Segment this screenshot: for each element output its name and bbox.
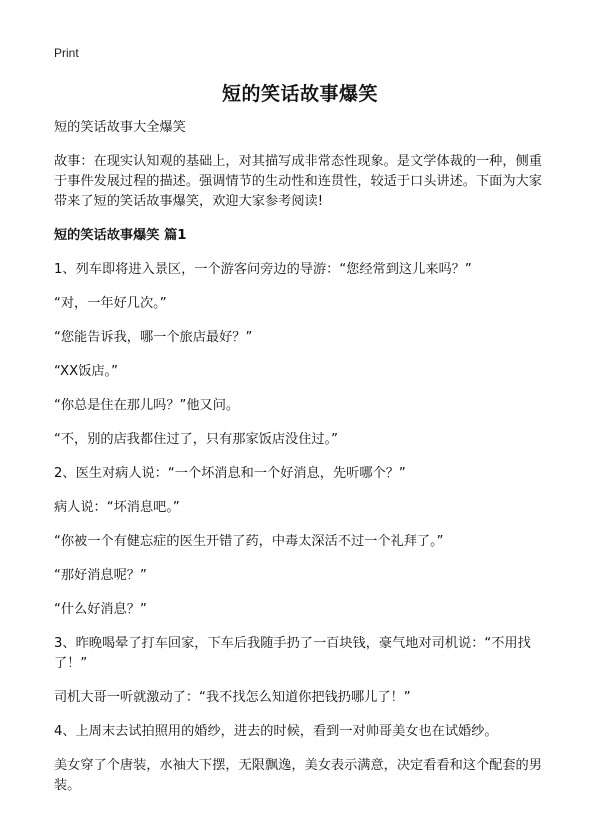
body-paragraph: 1、列车即将进入景区，一个游客问旁边的导游：“您经常到这儿来吗？” — [54, 262, 472, 277]
body-paragraph: 4、上周末去试拍照用的婚纱，进去的时候，看到一对帅哥美女也在试婚纱。 — [54, 724, 498, 739]
body-paragraph: 司机大哥一听就激动了：“我不找怎么知道你把钱扔哪儿了！” — [54, 690, 411, 705]
body-paragraph: 2、医生对病人说：“一个坏消息和一个好消息，先听哪个？” — [54, 466, 406, 481]
body-paragraph: “你总是住在那儿吗？”他又问。 — [54, 398, 240, 413]
section-heading: 短的笑话故事爆笑 篇1 — [54, 228, 187, 243]
body-paragraph: 病人说：“坏消息吧。” — [54, 500, 180, 515]
body-paragraph: “那好消息呢？” — [54, 568, 147, 583]
body-paragraph: 3、昨晚喝晕了打车回家，下车后我随手扔了一百块钱，豪气地对司机说：“不用找了！” — [54, 636, 531, 671]
page-title: 短的笑话故事爆笑 — [221, 83, 378, 105]
body-paragraph: “不，别的店我都住过了，只有那家饭店没住过。” — [54, 432, 338, 447]
print-label: Print — [54, 46, 79, 60]
intro-paragraph: 故事：在现实认知观的基础上，对其描写成非常态性现象。是文学体裁的一种，侧重于事件发展过程的描述。强调情节的生动性和连贯性，较适于口头讲述。下面为大家带来了短的笑话故事爆笑，欢迎大家参考阅读! — [54, 154, 542, 209]
body-paragraph: “你被一个有健忘症的医生开错了药，中毒太深活不过一个礼拜了。” — [54, 534, 444, 549]
body-paragraph: “对，一年好几次。” — [54, 296, 167, 311]
body-paragraph: “什么好消息？” — [54, 602, 147, 617]
intro-line: 短的笑话故事大全爆笑 — [54, 120, 186, 135]
body-paragraph: “您能告诉我，哪一个旅店最好？” — [54, 330, 253, 345]
document-body — [54, 118, 552, 810]
body-paragraph: 美女穿了个唐装，水袖大下摆，无限飘逸，美女表示满意，决定看看和这个配套的男装。 — [54, 758, 542, 793]
body-paragraph: “XX饭店。” — [54, 364, 118, 379]
